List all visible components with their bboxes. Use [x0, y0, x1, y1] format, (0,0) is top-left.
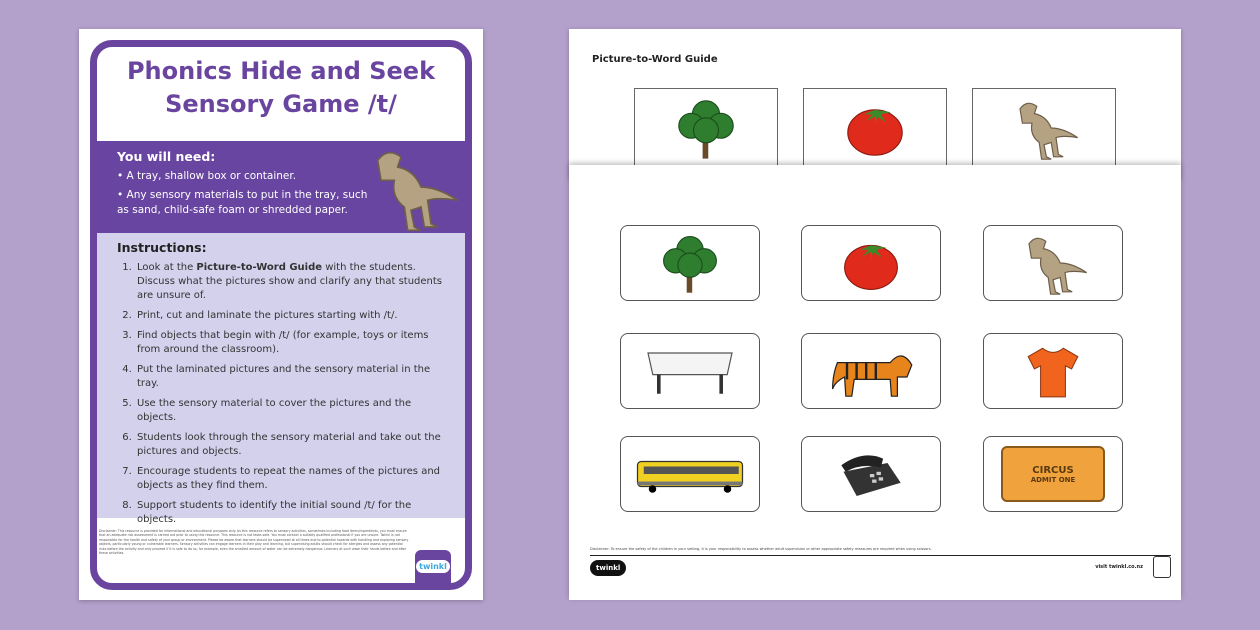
tomato-icon	[836, 230, 906, 296]
twinkl-logo	[415, 550, 451, 583]
picture-guide-page	[569, 29, 1181, 179]
instruction-step: 6. Students look through the sensory material and take out the pictures and objects.	[135, 431, 445, 459]
card-telephone	[801, 436, 941, 512]
instructions-page	[79, 29, 483, 600]
logo-text: twinkl	[416, 560, 450, 573]
quality-badge-icon	[1153, 556, 1171, 578]
instructions-heading: Instructions:	[117, 240, 207, 255]
tomato-icon	[839, 94, 911, 162]
instructions-section	[97, 233, 465, 525]
page-frame	[90, 40, 472, 590]
card-tree	[620, 225, 760, 301]
t-rex-icon	[351, 137, 471, 237]
instruction-step: 3. Find objects that begin with /t/ (for example, toys or items from around the classroom).	[135, 329, 445, 357]
guide-picture-tree	[634, 88, 778, 168]
telephone-icon	[831, 441, 911, 507]
instruction-step: 4. Put the laminated pictures and the sensory material in the tray.	[135, 363, 445, 391]
divider	[590, 555, 1171, 556]
t-shirt-icon	[1022, 340, 1084, 402]
table-icon	[638, 341, 742, 401]
t-rex-icon	[1008, 92, 1080, 164]
instruction-step: 2. Print, cut and laminate the pictures starting with /t/.	[135, 309, 445, 323]
title-line: Sensory Game /t/	[165, 90, 397, 118]
guide-picture-t-rex	[972, 88, 1116, 168]
you-will-need-section	[97, 141, 465, 233]
card-table	[620, 333, 760, 409]
card-t-rex	[983, 225, 1123, 301]
title-line: Phonics Hide and Seek	[126, 57, 436, 85]
need-heading: You will need:	[117, 149, 216, 164]
train-icon	[633, 449, 747, 499]
disclaimer: Disclaimer: This resource is provided for informational and educational purposes only. As this resource refers to sensory activities, sometimes including food items/ingredients, you must ensure that an adequate risk assessment is carried out prior to using this resource. This resource is not taste-safe. You must contact a suitably qualified professional if you are unsure. Twinkl is not responsible for the health and safety of your group or environment. Please be aware that learners should be supervised at all times due to potential hazards with handling and exploring sensory objects, particularly young or vulnerable learners. Sensory activities can engage learners in their play and learning, but supervising adults should check for allergies and assess any potential risks before the activity and only proceed if it is safe to do so, for example, even the smallest amount of water can be extremely dangerous. Learners at such wash their hands before and after these activities.	[99, 529, 409, 556]
card-train	[620, 436, 760, 512]
card-t-shirt	[983, 333, 1123, 409]
need-item: • A tray, shallow box or container.	[117, 170, 297, 182]
card-tomato	[801, 225, 941, 301]
instruction-step: 8. Support students to identify the initial sound /t/ for the objects.	[135, 499, 445, 527]
ticket-icon	[1001, 446, 1105, 502]
page-title	[97, 55, 465, 121]
t-rex-icon	[1017, 227, 1089, 299]
disclaimer: Disclaimer: To ensure the safety of the children in your setting, it is your responsibility to assess whether adult supervision or other appropriate safety measures are required when using scissors.	[590, 547, 932, 551]
step-text: with the students. Discuss what the pictures show and clarify any that students are unsure of.	[137, 262, 443, 301]
tree-icon	[655, 230, 725, 296]
ticket-text: CIRCUS	[1032, 464, 1074, 476]
need-item: • Any sensory materials to put in the tray, such as sand, child-safe foam or shredded paper.	[117, 189, 368, 216]
instruction-step	[135, 261, 445, 303]
instruction-step: 7. Encourage students to repeat the names of the pictures and objects as they find them.	[135, 465, 445, 493]
step-text: Look at the	[137, 262, 197, 273]
tree-icon	[670, 94, 742, 162]
guide-reference: Picture-to-Word Guide	[196, 262, 323, 273]
card-ticket	[983, 436, 1123, 512]
visit-link[interactable]: visit twinkl.co.nz	[1095, 564, 1143, 570]
guide-heading: Picture-to-Word Guide	[592, 54, 718, 65]
guide-picture-tomato	[803, 88, 947, 168]
ticket-text: ADMIT ONE	[1030, 475, 1076, 484]
card-tiger	[801, 333, 941, 409]
twinkl-logo: twinkl	[590, 560, 626, 576]
tiger-icon	[823, 340, 919, 402]
instruction-step: 5. Use the sensory material to cover the pictures and the objects.	[135, 397, 445, 425]
picture-cards-page	[569, 165, 1181, 600]
